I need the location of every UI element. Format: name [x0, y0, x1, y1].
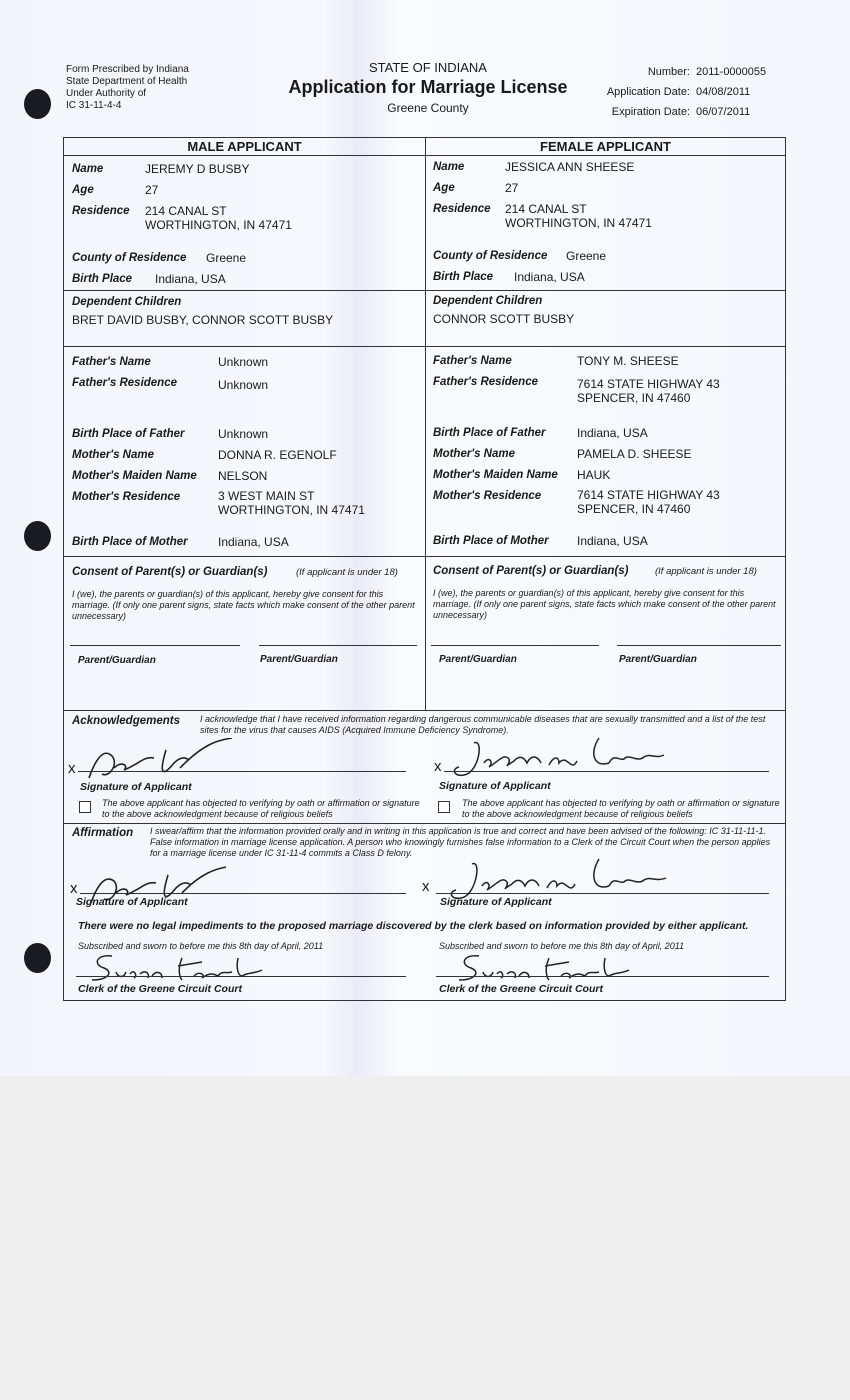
license-number: 2011-0000055	[696, 66, 767, 78]
female-mother-birth-place: Indiana, USA	[577, 534, 648, 548]
form-title-block	[270, 60, 586, 115]
male-mother-name: DONNA R. EGENOLF	[218, 448, 337, 462]
clerk-signature	[449, 950, 639, 984]
male-age: 27	[145, 183, 159, 197]
mothers-maiden-label: Mother's Maiden Name	[433, 469, 558, 481]
female-mother-name: PAMELA D. SHEESE	[577, 447, 692, 461]
female-father-name: TONY M. SHEESE	[577, 354, 679, 368]
divider	[64, 710, 785, 711]
objection-checkbox[interactable]	[79, 801, 91, 813]
female-father-birth-place: Indiana, USA	[577, 426, 648, 440]
application-date: 04/08/2011	[696, 86, 751, 98]
fathers-residence-label: Father's Residence	[72, 377, 177, 389]
signature-x-mark: x	[422, 878, 430, 895]
clerk-label: Clerk of the Greene Circuit Court	[78, 983, 242, 995]
consent-text: I (we), the parents or guardian(s) of this applicant, hereby give consent for this marriage. (If only one parent signs, state facts which make consent of the other parent unnecessary)	[72, 589, 415, 621]
female-birth-place: Indiana, USA	[514, 270, 585, 284]
female-county: Greene	[566, 249, 607, 263]
column-divider	[425, 138, 426, 710]
mothers-name-label: Mother's Name	[72, 449, 154, 461]
residence-label: Residence	[433, 203, 491, 215]
parent-guardian-label: Parent/Guardian	[260, 654, 338, 665]
divider	[64, 290, 785, 291]
authority-line: Form Prescribed by Indiana	[66, 64, 189, 75]
female-dependent-children: CONNOR SCOTT BUSBY	[433, 312, 575, 326]
female-mother-maiden: HAUK	[577, 468, 611, 482]
divider	[64, 823, 785, 824]
birth-place-label: Birth Place	[72, 273, 133, 285]
fathers-name-label: Father's Name	[433, 355, 512, 367]
objection-text: The above applicant has objected to verifying by oath or affirmation or signature to the above acknowledgment because of religious beliefs	[462, 798, 780, 819]
subscribed-text: Subscribed and sworn to before me this 8th day of April, 2011	[78, 941, 324, 951]
signature-of-applicant-label: Signature of Applicant	[440, 896, 552, 908]
female-signature	[449, 733, 669, 781]
punch-hole	[24, 521, 51, 551]
acknowledgement-text: I acknowledge that I have received information regarding dangerous communicable diseases that are sexually transmitted and a list of the test sites for the virus that causes AIDS (Acquired Immune Deficiency Syndrome).	[200, 714, 766, 735]
male-father-residence: Unknown	[218, 378, 269, 392]
subscribed-text: Subscribed and sworn to before me this 8th day of April, 2011	[439, 941, 685, 951]
birth-place-mother-label: Birth Place of Mother	[433, 535, 549, 547]
application-date-label: Application Date:	[606, 86, 690, 98]
state-name: STATE OF INDIANA	[369, 60, 487, 75]
age-label: Age	[433, 182, 455, 194]
birth-place-label: Birth Place	[433, 271, 494, 283]
clerk-label: Clerk of the Greene Circuit Court	[439, 983, 603, 995]
form-title: Application for Marriage License	[288, 77, 568, 97]
signature-of-applicant-label: Signature of Applicant	[80, 781, 192, 793]
clerk-signature-line	[76, 976, 406, 977]
acknowledgements-label: Acknowledgements	[72, 715, 180, 727]
application-form	[63, 137, 786, 1001]
male-mother-residence: 3 WEST MAIN ST WORTHINGTON, IN 47471	[218, 489, 365, 517]
signature-of-applicant-label: Signature of Applicant	[76, 896, 188, 908]
parent-guardian-label: Parent/Guardian	[78, 655, 156, 666]
parent-guardian-label: Parent/Guardian	[619, 654, 697, 665]
county-residence-label: County of Residence	[433, 250, 548, 262]
affirmation-text: I swear/affirm that the information provided orally and in writing in this application is true and correct and have been advised of the following: IC 31-11-11-1. False information in marriage license application. A person who knowingly furnishes false information to a Clerk of the Circuit Court when the person applies for a marriage license under IC 31-11-4 commits a Class D felony.	[150, 826, 771, 858]
county-residence-label: County of Residence	[72, 252, 187, 264]
female-name: JESSICA ANN SHEESE	[505, 160, 635, 174]
expiration-date-label: Expiration Date:	[611, 106, 690, 118]
male-father-name: Unknown	[218, 355, 269, 369]
expiration-date: 06/07/2011	[696, 106, 751, 118]
authority-line: Under Authority of	[66, 88, 147, 99]
signature-x-mark: x	[70, 880, 78, 897]
dependent-children-label: Dependent Children	[72, 296, 182, 308]
authority-line: IC 31-11-4-4	[66, 100, 122, 111]
signature-x-mark: x	[68, 760, 76, 777]
divider	[64, 556, 785, 557]
fathers-residence-label: Father's Residence	[433, 376, 538, 388]
residence-label: Residence	[72, 205, 130, 217]
birth-place-father-label: Birth Place of Father	[72, 428, 185, 440]
male-mother-maiden: NELSON	[218, 469, 268, 483]
age-label: Age	[72, 184, 94, 196]
divider	[64, 346, 785, 347]
name-label: Name	[72, 163, 104, 175]
female-age: 27	[505, 181, 519, 195]
male-dependent-children: BRET DAVID BUSBY, CONNOR SCOTT BUSBY	[72, 313, 334, 327]
dependent-children-label: Dependent Children	[433, 295, 543, 307]
male-birth-place: Indiana, USA	[155, 272, 226, 286]
county-name: Greene County	[387, 101, 469, 115]
number-label: Number:	[647, 66, 690, 78]
male-name: JEREMY D BUSBY	[145, 162, 250, 176]
punch-hole	[24, 89, 51, 119]
consent-note: (If applicant is under 18)	[655, 566, 757, 577]
male-residence: 214 CANAL ST WORTHINGTON, IN 47471	[145, 204, 292, 232]
name-label: Name	[433, 161, 465, 173]
female-mother-residence: 7614 STATE HIGHWAY 43 SPENCER, IN 47460	[577, 488, 720, 516]
objection-checkbox[interactable]	[438, 801, 450, 813]
female-father-residence: 7614 STATE HIGHWAY 43 SPENCER, IN 47460	[577, 377, 720, 405]
parent-guardian-label: Parent/Guardian	[439, 654, 517, 665]
male-signature	[84, 738, 234, 783]
guardian-signature-line	[431, 645, 599, 646]
guardian-signature-line	[70, 645, 240, 646]
affirmation-label: Affirmation	[72, 827, 134, 839]
consent-text: I (we), the parents or guardian(s) of this applicant, hereby give consent for this marriage. (If only one parent signs, state facts which make consent of the other parent unnecessary)	[433, 588, 776, 620]
impediments-statement: There were no legal impediments to the proposed marriage discovered by the clerk based on information provided by either applicant.	[78, 920, 749, 932]
mothers-maiden-label: Mother's Maiden Name	[72, 470, 197, 482]
signature-x-mark: x	[434, 758, 442, 775]
form-authority	[66, 64, 189, 112]
fathers-name-label: Father's Name	[72, 356, 151, 368]
birth-place-father-label: Birth Place of Father	[433, 427, 546, 439]
guardian-signature-line	[617, 645, 781, 646]
consent-title: Consent of Parent(s) or Guardian(s)	[72, 566, 268, 578]
mothers-residence-label: Mother's Residence	[433, 490, 542, 502]
birth-place-mother-label: Birth Place of Mother	[72, 536, 188, 548]
objection-text: The above applicant has objected to verifying by oath or affirmation or signature to the above acknowledgment because of religious beliefs	[102, 798, 420, 819]
clerk-signature-line	[436, 976, 769, 977]
male-mother-birth-place: Indiana, USA	[218, 535, 289, 549]
male-applicant-heading: MALE APPLICANT	[187, 139, 302, 154]
authority-line: State Department of Health	[66, 76, 188, 87]
male-father-birth-place: Unknown	[218, 427, 269, 441]
consent-note: (If applicant is under 18)	[296, 567, 398, 578]
female-applicant-heading: FEMALE APPLICANT	[540, 139, 671, 154]
guardian-signature-line	[259, 645, 417, 646]
consent-title: Consent of Parent(s) or Guardian(s)	[433, 565, 629, 577]
mothers-residence-label: Mother's Residence	[72, 491, 181, 503]
mothers-name-label: Mother's Name	[433, 448, 515, 460]
male-county: Greene	[206, 251, 247, 265]
license-info	[598, 62, 766, 122]
clerk-signature	[82, 950, 272, 984]
female-residence: 214 CANAL ST WORTHINGTON, IN 47471	[505, 202, 652, 230]
punch-hole	[24, 943, 51, 973]
signature-of-applicant-label: Signature of Applicant	[439, 780, 551, 792]
divider	[64, 155, 785, 156]
